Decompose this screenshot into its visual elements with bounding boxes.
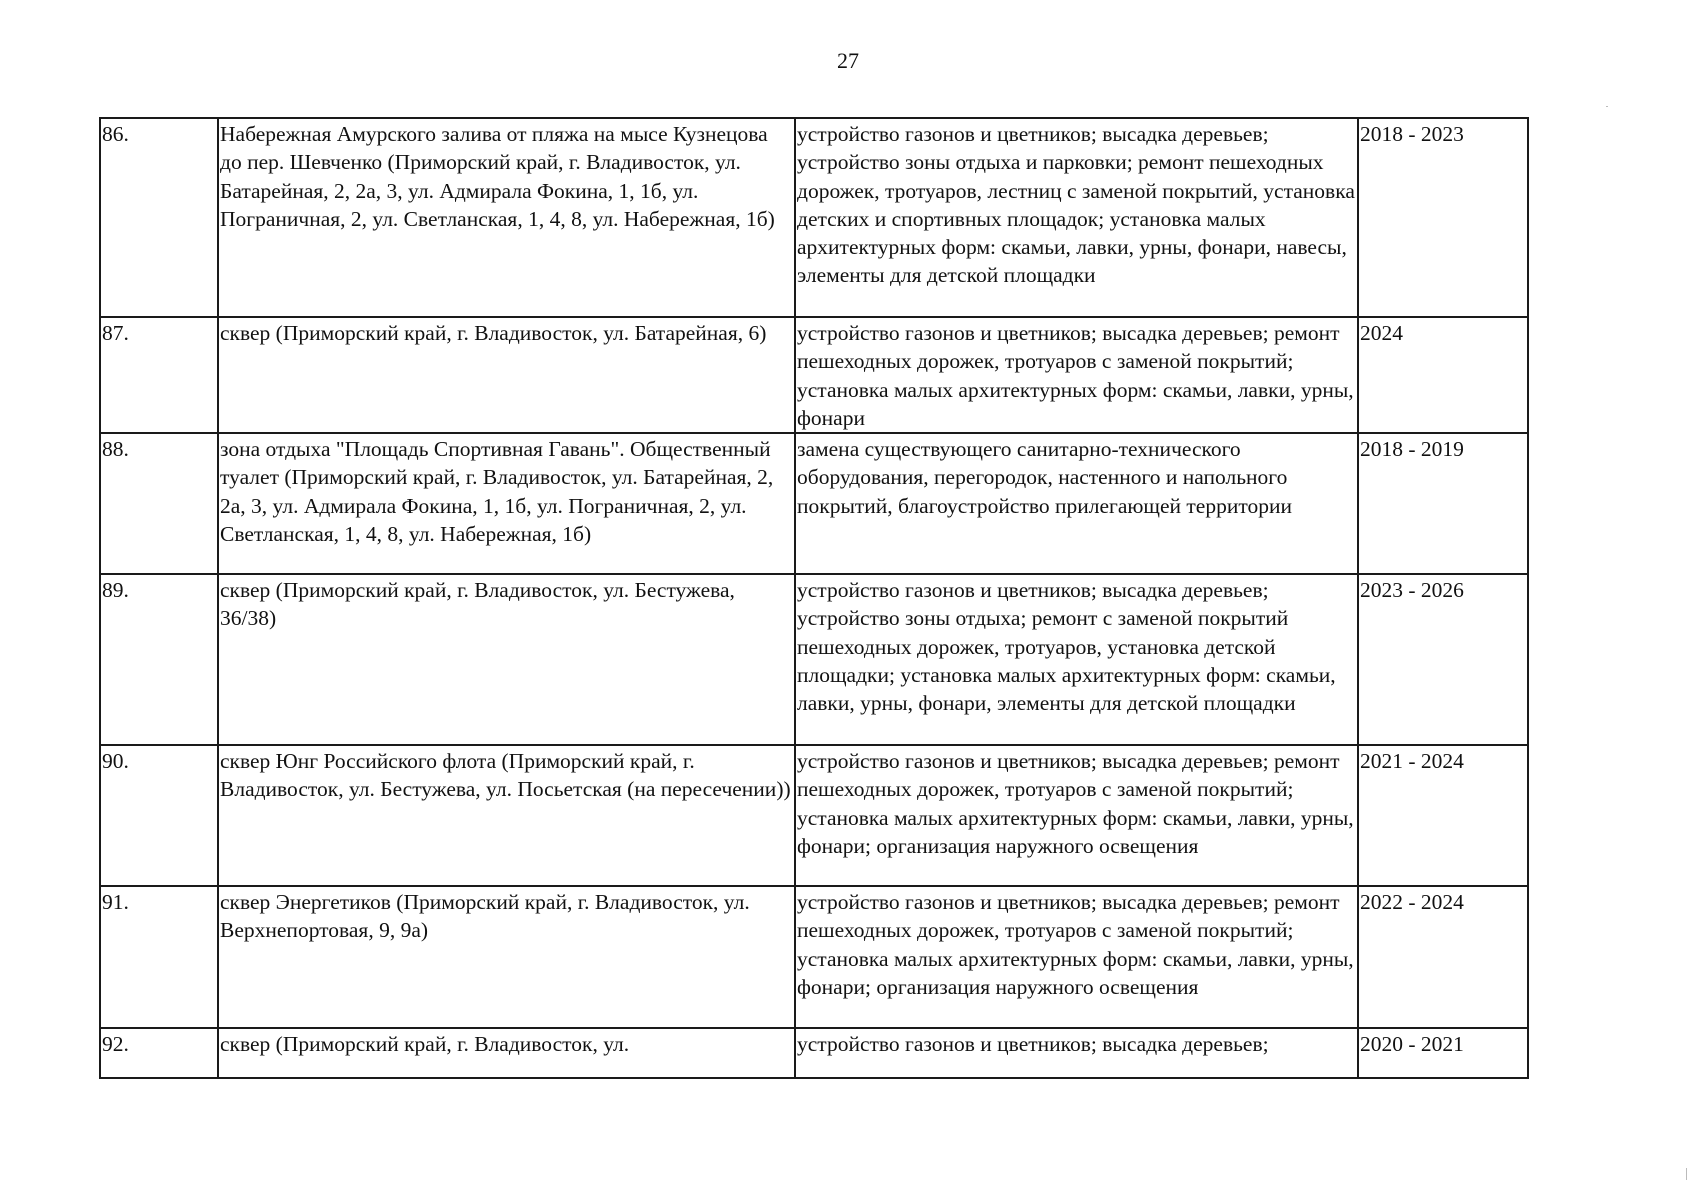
object-cell: зона отдыха "Площадь Спортивная Гавань". Общественный туалет (Приморский край, г. Владивосток, ул. Батарейная, 2, 2а, 3, ул. Адмирала Фокина, 1, 1б, ул. Пограничная, 2, ул. Светланская, 1, 4, 8, ул. Набережная, 1б) <box>218 433 795 574</box>
works-cell: устройство газонов и цветников; высадка деревьев; ремонт пешеходных дорожек, тротуаров с заменой покрытий; установка малых архитектурных форм: скамьи, лавки, урны, фонари <box>795 317 1358 433</box>
works-cell: устройство газонов и цветников; высадка деревьев; устройство зоны отдыха и парковки; ремонт пешеходных дорожек, тротуаров, лестниц с заменой покрытий, установка детских и спортивных площадок; установка малых архитектурных форм: скамьи, лавки, урны, фонари, навесы, элементы для детской площадки <box>795 118 1358 317</box>
table-row <box>100 1028 1528 1078</box>
object-cell: сквер (Приморский край, г. Владивосток, ул. <box>218 1028 795 1078</box>
row-number-cell: 86. <box>100 118 218 317</box>
object-cell: сквер Энергетиков (Приморский край, г. Владивосток, ул. Верхнепортовая, 9, 9а) <box>218 886 795 1028</box>
term-cell: 2020 - 2021 <box>1358 1028 1528 1078</box>
works-cell: устройство газонов и цветников; высадка деревьев; <box>795 1028 1358 1078</box>
row-number-cell: 89. <box>100 574 218 745</box>
table-row <box>100 574 1528 745</box>
row-number-cell: 90. <box>100 745 218 886</box>
row-number-cell: 87. <box>100 317 218 433</box>
term-cell: 2018 - 2023 <box>1358 118 1528 317</box>
improvement-objects-table <box>99 117 1529 1079</box>
term-cell: 2022 - 2024 <box>1358 886 1528 1028</box>
works-cell: замена существующего санитарно-технического оборудования, перегородок, настенного и напольного покрытий, благоустройство прилегающей территории <box>795 433 1358 574</box>
page-number: 27 <box>837 48 859 73</box>
term-cell: 2023 - 2026 <box>1358 574 1528 745</box>
row-number-cell: 88. <box>100 433 218 574</box>
table-row <box>100 433 1528 574</box>
works-cell: устройство газонов и цветников; высадка деревьев; устройство зоны отдыха; ремонт с заменой покрытий пешеходных дорожек, тротуаров, установка детской площадки; установка малых архитектурных форм: скамьи, лавки, урны, фонари, элементы для детской площадки <box>795 574 1358 745</box>
term-cell: 2018 - 2019 <box>1358 433 1528 574</box>
object-cell: сквер (Приморский край, г. Владивосток, ул. Бестужева, 36/38) <box>218 574 795 745</box>
scan-artifact <box>1686 1168 1687 1180</box>
scan-artifact <box>1606 106 1608 107</box>
row-number-cell: 91. <box>100 886 218 1028</box>
object-cell: сквер Юнг Российского флота (Приморский край, г. Владивосток, ул. Бестужева, ул. Посьетская (на пересечении)) <box>218 745 795 886</box>
object-cell: Набережная Амурского залива от пляжа на мысе Кузнецова до пер. Шевченко (Приморский край, г. Владивосток, ул. Батарейная, 2, 2а, 3, ул. Адмирала Фокина, 1, 1б, ул. Пограничная, 2, ул. Светланская, 1, 4, 8, ул. Набережная, 1б) <box>218 118 795 317</box>
table-row <box>100 118 1528 317</box>
term-cell: 2021 - 2024 <box>1358 745 1528 886</box>
object-cell: сквер (Приморский край, г. Владивосток, ул. Батарейная, 6) <box>218 317 795 433</box>
works-cell: устройство газонов и цветников; высадка деревьев; ремонт пешеходных дорожек, тротуаров с заменой покрытий; установка малых архитектурных форм: скамьи, лавки, урны, фонари; организация наружного освещения <box>795 745 1358 886</box>
table-row <box>100 317 1528 433</box>
table-row <box>100 745 1528 886</box>
table-row <box>100 886 1528 1028</box>
row-number-cell: 92. <box>100 1028 218 1078</box>
works-cell: устройство газонов и цветников; высадка деревьев; ремонт пешеходных дорожек, тротуаров с заменой покрытий; установка малых архитектурных форм: скамьи, лавки, урны, фонари; организация наружного освещения <box>795 886 1358 1028</box>
term-cell: 2024 <box>1358 317 1528 433</box>
